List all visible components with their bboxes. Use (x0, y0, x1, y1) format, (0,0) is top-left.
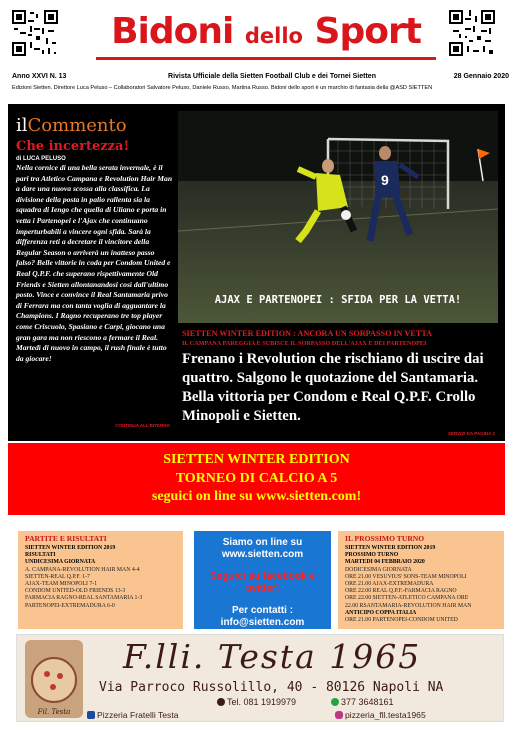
prossimo-list (345, 545, 497, 624)
feature-headline: Frenano i Revolution che rischiano di uscire dai quattro. Salgono le quotazione del Santamaria. Bella vittoria per Condom e Real Q.P.F. Crollo Minopoli e Sietten. (182, 351, 484, 424)
photo-caption: AJAX E PARTENOPEI : SFIDA PER LA VETTA! (214, 294, 462, 306)
qr-code-right (447, 8, 497, 58)
commento-headline: Che incertezza! (16, 139, 130, 154)
issue-number: Anno XXVI N. 13 (12, 73, 67, 80)
online-line1: Siamo on line su (222, 537, 303, 548)
phone-icon (217, 698, 225, 706)
risultati-list (25, 545, 176, 610)
online-box (194, 531, 331, 629)
pizzeria-whatsapp[interactable]: 377 3648161 (331, 697, 394, 707)
instagram-icon (335, 711, 343, 719)
title-dello: dello (244, 24, 303, 48)
prossimo-line: 22.00 RSANTAMARIA-REVOLUTION HAIR MAN (345, 602, 472, 609)
commento-author: di LUCA PELUSO (16, 156, 66, 162)
commento-body: Nella cornice di una bella serata invernale, è il pari tra Atletico Campana e Revolution Hair Man a dare una nuova scossa alla classifica. La divisione della posta in palio rallenta sia la squadra di Iengo che quella di Uliano e porta in vetta i Partenopei e l'Ajax che continuano imperturbabili a vincere ogni sfida. Sarà la differenza reti a decretare il vincitore della Regular Season o arriverà un inatteso passo falso? Belle vittorie in coda per Condom United e Real Q.P.F. che superano rispettivamente Old Friends e Sietten allontanandosi così dall'ultimo posto. Vince e convince il Real Santamaria privo di Ferrara ma con tanta voglia di agguantare la Champions. I Ragno recuperano tre top player come Criscuolo, Spasiano e Carpi, giocano una gran gara ma non riescono a fermare il Real. Martedì di nuovo in campo, il rush finale è tutto da giocare! (16, 163, 173, 363)
prossimo-line: ANTICIPO COPPA ITALIA (345, 609, 417, 616)
masthead-underline (96, 57, 436, 60)
prossimo-line: MARTEDI 04 FEBBRAIO 2020 (345, 559, 425, 566)
risultati-line: SIETTEN-REAL Q.P.F. 1-7 (25, 573, 90, 580)
pizzeria-logo (23, 638, 85, 720)
magazine-subtitle: Rivista Ufficiale della Sietten Football Club e dei Tornei Sietten (168, 73, 376, 80)
pizzeria-address: Via Parroco Russolillo, 40 - 80126 Napoli NA (99, 680, 444, 695)
risultati-line: PARTENOPEI-EXTREMADURA 6-0 (25, 602, 115, 609)
social-line1[interactable]: Seguici su facebook e (209, 571, 316, 582)
feature-kicker: SIETTEN WINTER EDITION : ANCORA UN SORPASSO IN VETTA (182, 329, 433, 338)
prossimo-line: ORE 21.00 AJAX-EXTREMADURA (345, 581, 434, 588)
risultati-line: UNDICESIMA GIORNATA (25, 559, 96, 566)
facebook-icon (87, 711, 95, 719)
title-sport: Sport (314, 11, 421, 52)
prossimo-turno-box (338, 531, 504, 629)
editorial-credits: Edizioni Sietten. Direttore Luca Peluso – Collaboratori Salvatore Peluso, Daniele Russo, Martina Russo. Bidoni dello sport è un marchio di fantasia della @ASD SIETTEN (12, 85, 433, 91)
commento-column (16, 116, 174, 432)
pizzeria-instagram[interactable]: pizzeria_fll.testa1965 (335, 710, 426, 720)
commento-section-title: ilCommento (16, 115, 127, 136)
prossimo-line: SIETTEN WINTER EDITION 2019 (345, 545, 436, 551)
prossimo-title: IL PROSSIMO TURNO (345, 534, 425, 543)
pizzeria-facebook[interactable]: Pizzeria Fratelli Testa (87, 710, 179, 720)
pizzeria-phone[interactable]: Tel. 081 1919979 (217, 697, 296, 707)
prossimo-line: ORE 22.00 SIETTEN-ATLETICO CAMPANA ORE (345, 595, 469, 602)
tournament-banner (8, 443, 505, 515)
whatsapp-icon (331, 698, 339, 706)
issue-date: 28 Gennaio 2020 (453, 73, 509, 80)
prossimo-line: DODICESIMA GIORNATA (345, 566, 412, 573)
prossimo-line: PROSSIMO TURNO (345, 552, 399, 559)
main-panel (8, 104, 505, 441)
contact-email-link[interactable]: info@sietten.com (220, 617, 305, 628)
risultati-line: A. CAMPANA-REVOLUTION HAIR MAN 4-4 (25, 566, 140, 573)
risultati-line: FARMACIA RAGNO-REAL SANTAMARIA 1-3 (25, 595, 143, 602)
banner-line1: SIETTEN WINTER EDITION (163, 452, 350, 467)
servizi-link[interactable]: SERVIZI DA PAGINA 2 (447, 431, 495, 436)
risultati-line: RISULTATI (25, 552, 56, 559)
prossimo-line: ORE 22.00 REAL Q.P.F.-FARMACIA RAGNO (345, 588, 457, 595)
masthead-title (96, 12, 436, 54)
prossimo-line: ORE 21.00 PARTENOPEI-CONDOM UNITED (345, 617, 458, 624)
online-website-link[interactable]: www.sietten.com (221, 549, 304, 560)
risultati-line: SIETTEN WINTER EDITION 2019 (25, 545, 116, 551)
match-photo (178, 111, 498, 323)
banner-website-link[interactable]: seguici on line su www.sietten.com! (151, 489, 362, 504)
contacts-label: Per contatti : (231, 605, 294, 616)
risultati-line: CONDOM UNITED-OLD FRIENDS 13-3 (25, 588, 126, 595)
risultati-line: AJAX-TEAM MINOPOLI 7-1 (25, 581, 98, 588)
feature-subkicker: IL CAMPANA PAREGGIA E SUBISCE IL SORPASSO DELL'AJAX E DEI PARTENOPEI (182, 340, 427, 347)
qr-code-left (10, 8, 60, 58)
risultati-box (18, 531, 183, 629)
social-line2[interactable]: twitter! (245, 583, 280, 594)
pizzeria-advertisement[interactable] (16, 634, 504, 722)
pizzeria-name: F.lli. Testa 1965 (123, 637, 422, 676)
banner-line2: TORNEO DI CALCIO A 5 (175, 471, 338, 486)
prossimo-line: ORE 21.00 VESUVIUS' SONS-TEAM MINOPOLI (345, 573, 467, 580)
player-number: 9 (381, 172, 389, 188)
title-bidoni: Bidoni (111, 11, 234, 52)
risultati-title: PARTITE E RISULTATI (25, 534, 107, 543)
continua-link[interactable]: CONTINUA ALL'INTERNO (115, 423, 170, 428)
svg-text:Fil. Testa: Fil. Testa (37, 708, 71, 716)
